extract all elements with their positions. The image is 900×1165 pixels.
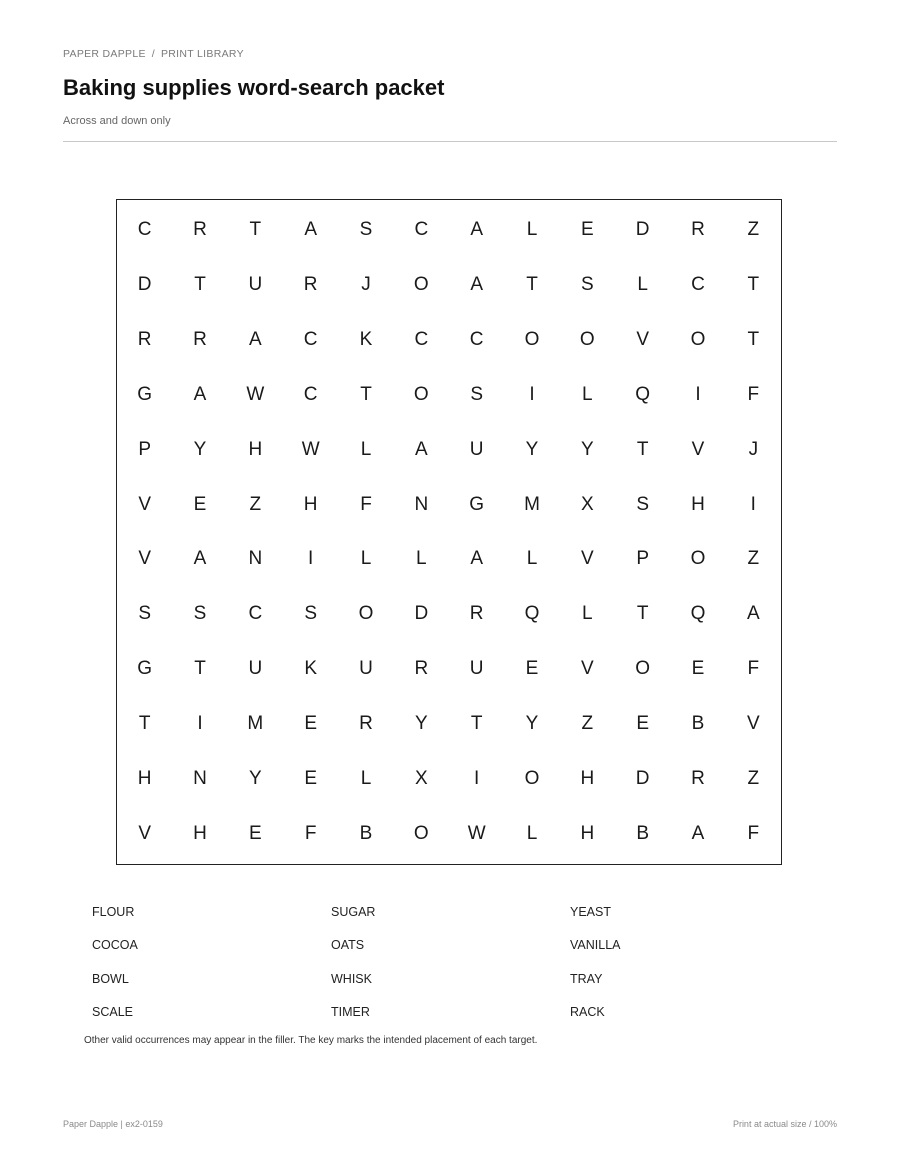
- grid-cell[interactable]: E: [636, 712, 649, 734]
- grid-cell[interactable]: L: [360, 438, 372, 460]
- grid-cell[interactable]: Q: [635, 383, 651, 405]
- footer-id: Paper Dapple | ex2-0159: [63, 1119, 163, 1129]
- grid-cell[interactable]: I: [750, 493, 756, 515]
- grid-cell[interactable]: Z: [581, 712, 594, 734]
- grid-cell[interactable]: L: [526, 548, 538, 570]
- grid-cell[interactable]: O: [635, 658, 651, 680]
- grid-cell[interactable]: S: [636, 493, 649, 515]
- grid-cell[interactable]: A: [470, 219, 483, 241]
- filler-note: Other valid occurrences may appear in the filler. The key marks the intended placement of each target.: [84, 1035, 538, 1046]
- grid-cell[interactable]: R: [137, 329, 152, 351]
- grid-cell[interactable]: E: [525, 658, 539, 680]
- grid-cell[interactable]: D: [414, 603, 429, 625]
- grid-cell[interactable]: Q: [524, 603, 540, 625]
- grid-cell[interactable]: R: [691, 219, 705, 241]
- grid-cell[interactable]: D: [137, 274, 152, 296]
- grid-cell[interactable]: T: [194, 658, 206, 680]
- grid-cell[interactable]: Z: [747, 219, 760, 241]
- word-list-item: COCOA: [92, 938, 138, 953]
- grid-cell[interactable]: H: [303, 493, 318, 515]
- grid-cell[interactable]: I: [474, 767, 480, 789]
- grid-cell[interactable]: T: [470, 712, 483, 734]
- grid-cell[interactable]: O: [358, 603, 374, 625]
- grid-cell[interactable]: V: [138, 548, 151, 570]
- grid-cell[interactable]: I: [308, 548, 314, 570]
- grid-cell[interactable]: C: [691, 274, 705, 296]
- grid-cell[interactable]: A: [470, 548, 483, 570]
- page-title: Baking supplies word-search packet: [63, 75, 445, 100]
- header-divider: [63, 141, 837, 142]
- grid-cell[interactable]: Z: [747, 767, 760, 789]
- grid-cell[interactable]: J: [361, 274, 371, 296]
- grid-cell[interactable]: A: [470, 274, 483, 296]
- grid-cell[interactable]: B: [691, 712, 705, 734]
- grid-cell[interactable]: Y: [525, 438, 539, 460]
- grid-cell[interactable]: V: [580, 548, 594, 570]
- grid-cell[interactable]: C: [469, 329, 484, 351]
- grid-cell[interactable]: H: [137, 767, 152, 789]
- word-list-item: TIMER: [331, 1005, 370, 1020]
- grid-cell[interactable]: O: [413, 822, 429, 844]
- grid-cell[interactable]: T: [747, 274, 760, 296]
- grid-cell[interactable]: J: [748, 438, 759, 460]
- grid-cell[interactable]: U: [469, 438, 484, 460]
- grid-cell[interactable]: A: [691, 822, 705, 844]
- grid-cell[interactable]: N: [414, 493, 429, 515]
- grid-cell[interactable]: A: [193, 383, 207, 405]
- breadcrumb: [63, 48, 244, 60]
- grid-cell[interactable]: C: [303, 329, 318, 351]
- grid-cell[interactable]: B: [636, 822, 649, 844]
- grid-cell[interactable]: E: [580, 219, 594, 241]
- grid-cell[interactable]: X: [414, 767, 428, 789]
- word-list-item: YEAST: [570, 905, 611, 919]
- grid-cell[interactable]: O: [524, 329, 540, 351]
- grid-cell[interactable]: M: [524, 493, 540, 515]
- grid-cell[interactable]: F: [747, 822, 760, 844]
- grid-cell[interactable]: G: [469, 493, 485, 515]
- grid-cell[interactable]: H: [580, 767, 595, 789]
- grid-cell[interactable]: F: [747, 383, 760, 405]
- grid-cell[interactable]: T: [194, 274, 206, 296]
- breadcrumb-site[interactable]: PAPER DAPPLE: [63, 48, 146, 60]
- grid-cell[interactable]: Y: [414, 712, 428, 734]
- grid-cell[interactable]: L: [637, 274, 648, 296]
- grid-cell[interactable]: E: [304, 767, 317, 789]
- grid-cell[interactable]: G: [137, 658, 153, 680]
- grid-cell[interactable]: E: [193, 493, 207, 515]
- grid-cell[interactable]: F: [304, 822, 317, 844]
- grid-cell[interactable]: Y: [580, 438, 594, 460]
- grid-cell[interactable]: B: [359, 822, 373, 844]
- grid-cell[interactable]: C: [414, 219, 429, 241]
- grid-cell[interactable]: F: [747, 658, 760, 680]
- grid-cell[interactable]: U: [469, 658, 484, 680]
- grid-cell[interactable]: O: [413, 383, 429, 405]
- grid-cell[interactable]: I: [529, 383, 535, 405]
- grid-cell[interactable]: Q: [690, 603, 706, 625]
- grid-cell[interactable]: S: [193, 603, 207, 625]
- word-list-item: SCALE: [92, 1005, 133, 1020]
- grid-cell[interactable]: T: [747, 329, 760, 351]
- grid-cell[interactable]: O: [413, 274, 429, 296]
- grid-cell[interactable]: T: [249, 219, 262, 241]
- grid-cell[interactable]: A: [746, 603, 760, 625]
- grid-cell[interactable]: H: [691, 493, 705, 515]
- grid-cell[interactable]: O: [690, 548, 706, 570]
- grid-cell[interactable]: F: [360, 493, 372, 515]
- grid-cell[interactable]: C: [248, 603, 263, 625]
- grid-cell[interactable]: A: [248, 329, 262, 351]
- grid-cell[interactable]: K: [304, 658, 317, 680]
- grid-cell[interactable]: R: [359, 712, 373, 734]
- grid-cell[interactable]: I: [695, 383, 701, 405]
- grid-cell[interactable]: E: [304, 712, 317, 734]
- grid-cell[interactable]: T: [138, 712, 151, 734]
- grid-cell[interactable]: W: [246, 383, 265, 405]
- grid-cell[interactable]: V: [746, 712, 760, 734]
- grid-cell[interactable]: L: [582, 603, 593, 625]
- grid-cell[interactable]: S: [470, 383, 483, 405]
- grid-cell[interactable]: N: [193, 767, 207, 789]
- grid-cell[interactable]: L: [526, 822, 538, 844]
- grid-cell[interactable]: R: [469, 603, 484, 625]
- word-list-item: SUGAR: [331, 905, 376, 919]
- grid-cell[interactable]: O: [524, 767, 540, 789]
- grid-cell[interactable]: L: [360, 767, 372, 789]
- grid-cell[interactable]: W: [301, 438, 320, 460]
- word-list-item: TRAY: [570, 971, 603, 986]
- grid-cell[interactable]: P: [636, 548, 649, 570]
- grid-cell[interactable]: W: [467, 822, 486, 844]
- word-list-item: WHISK: [331, 971, 372, 986]
- grid-cell[interactable]: H: [580, 822, 595, 844]
- breadcrumb-section[interactable]: PRINT LIBRARY: [161, 48, 244, 60]
- grid-cell[interactable]: O: [579, 329, 595, 351]
- grid-cell[interactable]: S: [138, 603, 151, 625]
- grid-cell[interactable]: L: [526, 219, 538, 241]
- page-subtitle: Across and down only: [63, 115, 171, 127]
- grid-cell[interactable]: M: [247, 712, 264, 734]
- word-search-grid: [116, 199, 782, 865]
- grid-cell[interactable]: L: [582, 383, 593, 405]
- grid-cell[interactable]: D: [635, 219, 650, 241]
- grid-cell[interactable]: H: [193, 822, 207, 844]
- grid-cell[interactable]: X: [580, 493, 594, 515]
- grid-cell[interactable]: R: [414, 658, 429, 680]
- grid-cell[interactable]: H: [248, 438, 263, 460]
- grid-cell[interactable]: N: [248, 548, 263, 570]
- grid-cell[interactable]: R: [193, 329, 207, 351]
- word-list-item: FLOUR: [92, 905, 135, 919]
- grid-cell[interactable]: A: [414, 438, 428, 460]
- grid-cell[interactable]: C: [303, 383, 318, 405]
- word-list-item: RACK: [570, 1005, 605, 1020]
- grid-cell[interactable]: A: [193, 548, 207, 570]
- breadcrumb-separator: /: [151, 48, 155, 60]
- footer-print-hint: Print at actual size / 100%: [732, 1119, 837, 1129]
- grid-cell[interactable]: V: [580, 658, 594, 680]
- grid-cell[interactable]: E: [248, 822, 262, 844]
- word-list-item: BOWL: [92, 971, 129, 986]
- grid-cell[interactable]: C: [137, 219, 152, 241]
- grid-cell[interactable]: R: [691, 767, 705, 789]
- grid-cell[interactable]: A: [304, 219, 317, 241]
- grid-cell[interactable]: P: [138, 438, 151, 460]
- grid-cell[interactable]: G: [137, 383, 153, 405]
- grid-cell[interactable]: R: [303, 274, 318, 296]
- grid-cell[interactable]: V: [691, 438, 705, 460]
- grid-cell[interactable]: S: [580, 274, 594, 296]
- grid-cell[interactable]: Y: [248, 767, 262, 789]
- grid-cell[interactable]: S: [304, 603, 317, 625]
- word-list: [92, 902, 812, 1036]
- grid-cell[interactable]: U: [248, 658, 263, 680]
- word-list-item: VANILLA: [570, 938, 621, 953]
- grid-cell[interactable]: Z: [249, 493, 262, 515]
- grid-cell[interactable]: Z: [747, 548, 760, 570]
- grid-cell[interactable]: T: [526, 274, 538, 296]
- grid-cell[interactable]: S: [359, 219, 373, 241]
- grid-cell[interactable]: U: [248, 274, 263, 296]
- grid-cell[interactable]: Y: [525, 712, 539, 734]
- grid-cell[interactable]: V: [138, 822, 151, 844]
- grid-cell[interactable]: E: [691, 658, 705, 680]
- grid-cell[interactable]: R: [193, 219, 207, 241]
- grid-cell[interactable]: L: [416, 548, 427, 570]
- word-list-item: OATS: [331, 938, 365, 953]
- grid-cell[interactable]: C: [414, 329, 429, 351]
- grid-cell[interactable]: T: [360, 383, 372, 405]
- grid-cell[interactable]: T: [636, 603, 649, 625]
- grid-cell[interactable]: U: [359, 658, 373, 680]
- grid-cell[interactable]: T: [636, 438, 649, 460]
- grid-cell[interactable]: V: [138, 493, 151, 515]
- grid-cell[interactable]: V: [636, 329, 649, 351]
- grid-cell[interactable]: L: [360, 548, 372, 570]
- grid-cell[interactable]: D: [635, 767, 650, 789]
- grid-cell[interactable]: I: [197, 712, 203, 734]
- grid-cell[interactable]: K: [359, 329, 373, 351]
- grid-cell[interactable]: O: [690, 329, 706, 351]
- grid-cell[interactable]: Y: [193, 438, 207, 460]
